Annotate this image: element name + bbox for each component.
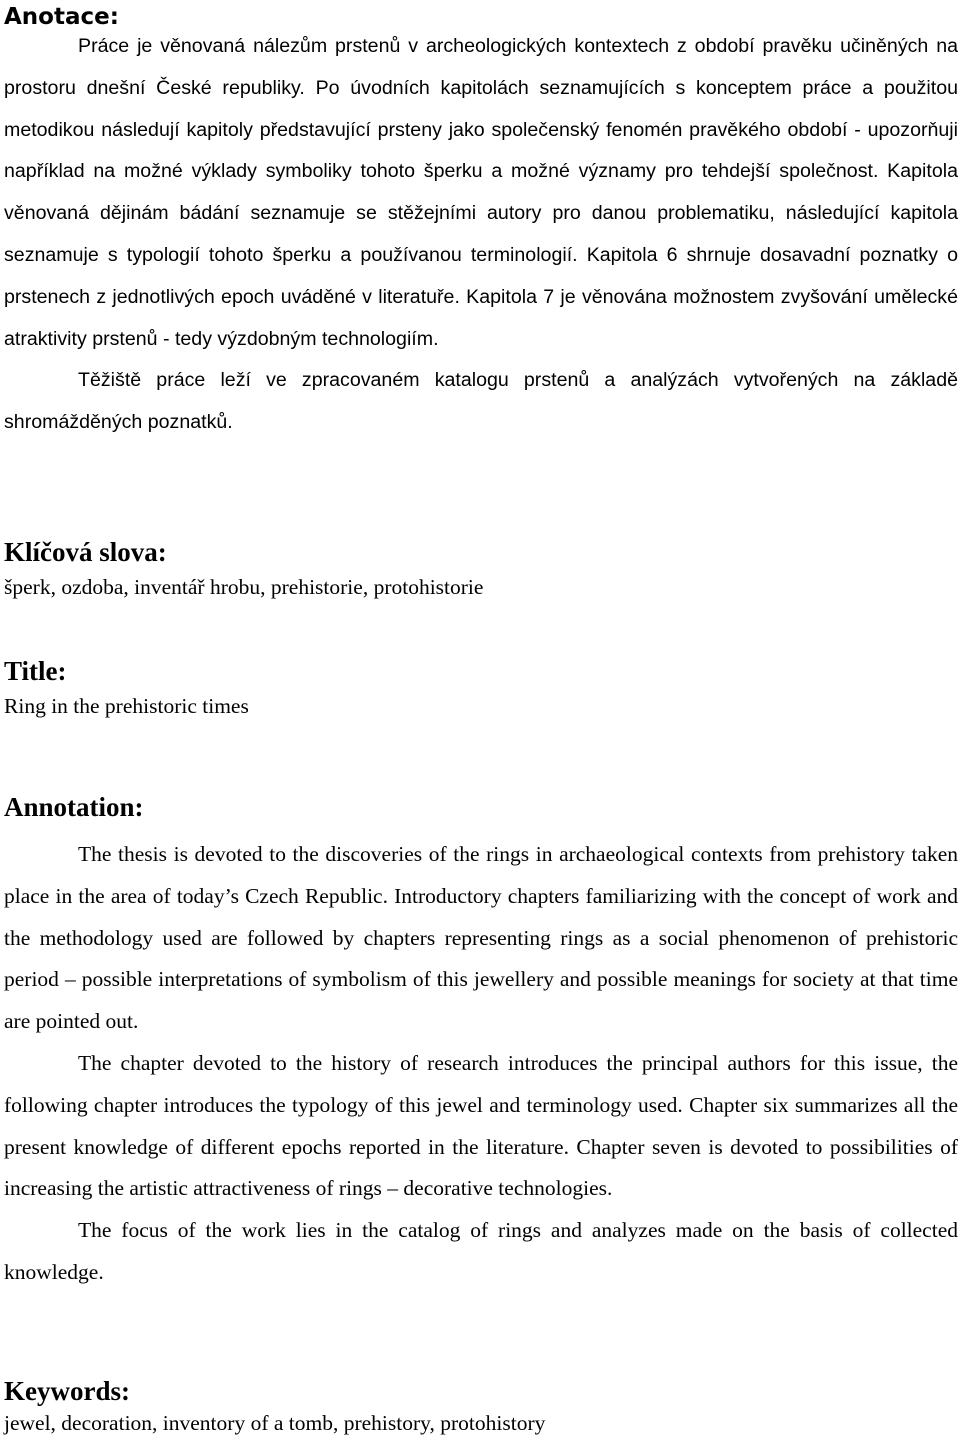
anotace-section (4, 2, 958, 434)
keywords-text: jewel, decoration, inventory of a tomb, prehistory, protohistory (4, 1411, 546, 1435)
annotation-paragraph-1: The thesis is devoted to the discoveries of the rings in archaeological contexts from prehistory taken place in the area of today’s Czech Republic. Introductory chapters familiarizing with the concept of work and the methodology used are followed by chapters representing rings as a social phenomenon of prehistoric period – possible interpretations of symbolism of this jewellery and possible meanings for society at that time are pointed out. (4, 842, 958, 1034)
annotation-paragraph-2: The chapter devoted to the history of research introduces the principal authors for this issue, the following chapter introduces the typology of this jewel and terminology used. Chapter six summarizes all the present knowledge of different epochs reported in the literature. Chapter seven is devoted to possibilities of increasing the artistic attractiveness of rings – decorative technologies. (4, 1050, 958, 1201)
klicova-slova-section (4, 535, 958, 602)
anotace-paragraph-2: Těžiště práce leží ve zpracovaném katalogu prstenů a analýzách vytvořených na základě shromážděných poznatků. (4, 369, 958, 434)
annotation-section (4, 790, 958, 1284)
title-text: Ring in the prehistoric times (4, 694, 249, 718)
anotace-heading: Anotace: (4, 4, 119, 30)
anotace-paragraph-1: Práce je věnovaná nálezům prstenů v archeologických kontextech z období pravěku učiněných na prostoru dnešní České republiky. Po úvodních kapitolách seznamujících s konceptem práce a použitou metodikou následují kapitoly představující prsteny jako společenský fenomén pravěkého období - upozorňuji například na možné výklady symboliky tohoto šperku a možné významy pro tehdejší společnost. Kapitola věnovaná dějinám bádání seznamuje se stěžejními autory pro danou problematiku, následující kapitola seznamuje s typologií tohoto šperku a používanou terminologií. Kapitola 6 shrnuje dosavadní poznatky o prstenech z jednotlivých epoch uváděné v literatuře. Kapitola 7 je věnována možnostem zvyšování umělecké atraktivity prstenů - tedy výzdobným technologiím. (4, 35, 958, 350)
title-section (4, 654, 958, 721)
title-heading: Title: (4, 656, 67, 686)
keywords-section (4, 1374, 958, 1438)
annotation-paragraph-3: The focus of the work lies in the catalog of rings and analyzes made on the basis of collected knowledge. (4, 1218, 958, 1284)
annotation-body (4, 834, 958, 1294)
klicova-slova-text: šperk, ozdoba, inventář hrobu, prehistorie, protohistorie (4, 575, 484, 599)
klicova-slova-heading: Klíčová slova: (4, 537, 167, 567)
annotation-heading: Annotation: (4, 792, 144, 822)
anotace-body (4, 26, 958, 444)
keywords-heading: Keywords: (4, 1376, 130, 1406)
